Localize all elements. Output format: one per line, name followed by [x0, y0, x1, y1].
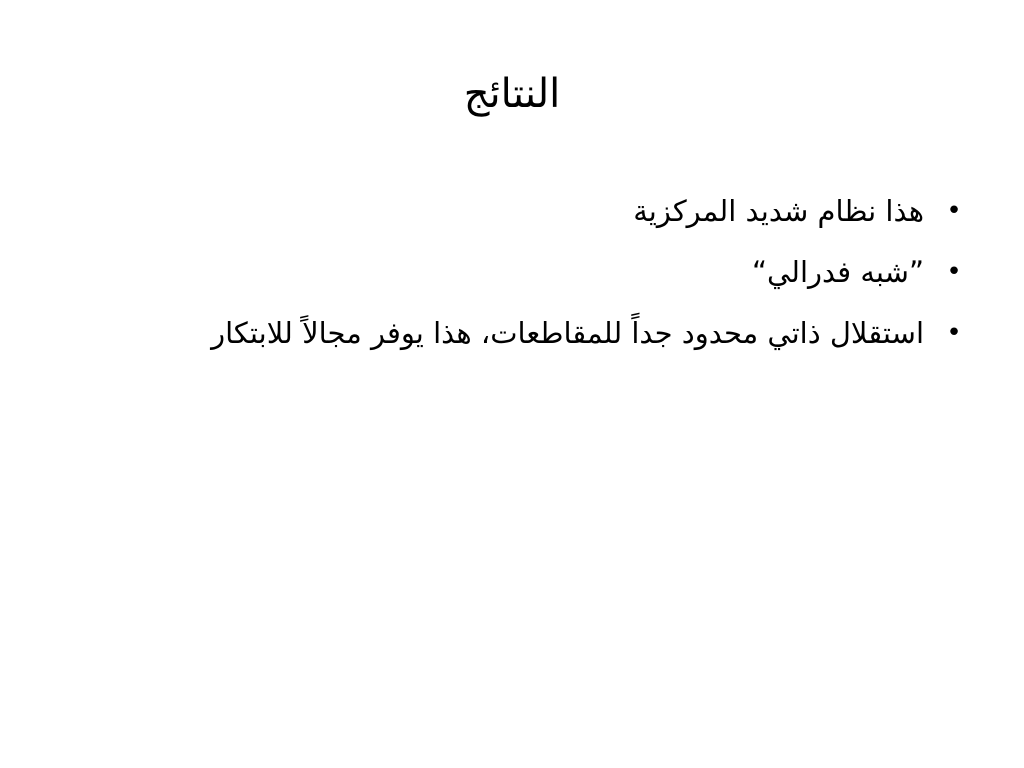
- list-item: [104, 247, 964, 297]
- bullet-text: ”شبه فدرالي“: [751, 255, 924, 289]
- bullet-text: استقلال ذاتي محدود جداً للمقاطعات، هذا يوفر مجالاً للابتكار: [211, 316, 924, 350]
- bullet-icon: •: [946, 318, 962, 348]
- list-item: [104, 186, 964, 236]
- bullet-list: [104, 186, 964, 369]
- bullet-icon: •: [946, 196, 962, 226]
- bullet-icon: •: [946, 257, 962, 287]
- bullet-text: هذا نظام شديد المركزية: [633, 194, 924, 228]
- slide-title: النتائج: [463, 71, 561, 117]
- list-item: [104, 308, 964, 358]
